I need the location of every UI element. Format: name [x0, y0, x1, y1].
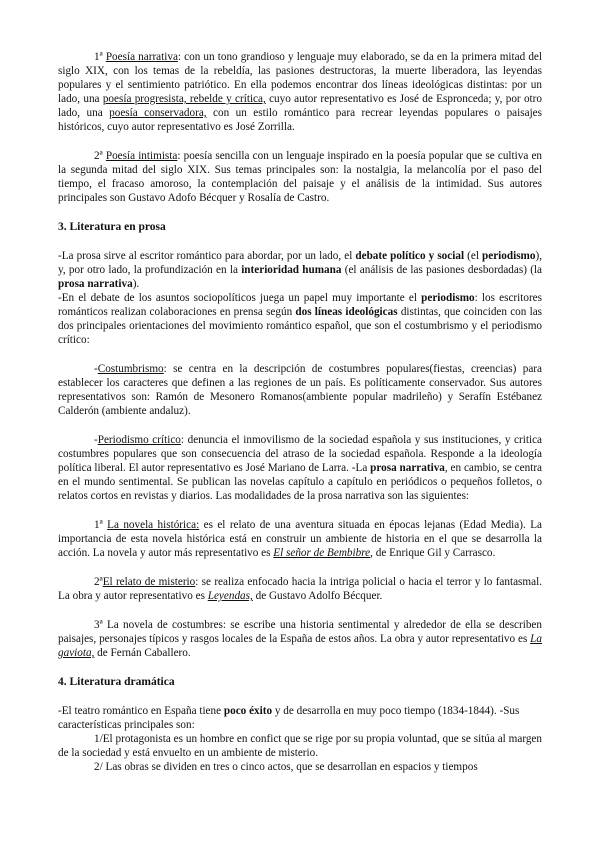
- text: de Fernán Caballero.: [94, 647, 191, 659]
- text: -En el debate de los asuntos sociopolíticos juega un papel muy importante el: [58, 292, 422, 304]
- paragraph-relato-misterio: [58, 575, 542, 603]
- heading-literatura-dramatica: 4. Literatura dramática: [58, 676, 175, 688]
- text: : los escritores románticos realizan colaboraciones en prensa según: [58, 292, 542, 318]
- text: es el relato de una aventura situada en épocas lejanas (Edad Media). La importancia de esta novela histórica está en construir un ambiente de historia en el que se desarrolla la acción. La novela y autor más representativo es: [58, 519, 542, 559]
- work-title: El señor de Bembibre: [273, 547, 371, 559]
- bold-term: debate político y social: [355, 250, 465, 262]
- text: ), y, por otro lado, la profundización en la: [58, 250, 542, 276]
- ordinal: 2ª: [94, 150, 103, 162]
- text: cuyo autor representativo es José de Espronceda; y, por otro lado, una: [58, 93, 542, 119]
- text: -El teatro romántico en España tiene: [58, 705, 224, 717]
- bold-term: poco éxito: [223, 705, 273, 717]
- term-relato-misterio: El relato de misterio: [102, 576, 196, 588]
- ordinal: 2ª: [94, 576, 103, 588]
- bold-term: interioridad humana: [241, 264, 342, 276]
- paragraph-caracteristica-2: 2/ Las obras se dividen en tres o cinco actos, que se desarrollan en espacios y tiempos: [94, 761, 478, 773]
- term-periodismo-critico: Periodismo crítico: [97, 434, 181, 446]
- text: , de Enrique Gil y Carrasco.: [370, 547, 496, 559]
- paragraph-teatro: [58, 704, 542, 732]
- paragraph-costumbrismo: [58, 362, 542, 418]
- paragraph-poesia-narrativa: [58, 50, 542, 134]
- term-poesia-intimista: Poesía intimista: [105, 150, 178, 162]
- text: -: [94, 434, 98, 446]
- bold-term: prosa narrativa: [58, 278, 133, 290]
- text: ).: [132, 278, 140, 290]
- text: con un estilo romántico para recrear leyendas populares o paisajes históricos, cuyo autor representativo es José Zorrilla.: [58, 107, 542, 133]
- text: -: [94, 363, 98, 375]
- work-title: La gaviota,: [58, 633, 542, 659]
- paragraph-prosa-intro: [58, 249, 542, 291]
- text: La novela de costumbres: se escribe una historia sentimental y alrededor de ella se describen paisajes, personajes típicos y rasgos locales de la España de estos años. La obra y autor representativo es: [58, 619, 542, 645]
- text: : poesía sencilla con un lenguaje inspirado en la poesía popular que se cultiva en la segunda mitad del siglo XIX. Sus temas principales son: la nostalgia, la melancolía por el paso del tiempo, el fracaso amoroso, la contemplación del paisaje y el análisis de la intimidad. Sus autores principales son Gustavo Adofo Bécquer y Rosalía de Castro.: [58, 150, 543, 204]
- term-poesia-conservadora: poesía conservadora,: [109, 107, 207, 119]
- term-novela-historica: La novela histórica:: [107, 519, 200, 531]
- text: : denuncia el inmovilismo de la sociedad española y sus instituciones, y critica costumbres populares que son consecuencia del atraso de la sociedad española. Responde a la ideología política liberal. El autor representativo es José Mariano de Larra. -La: [58, 434, 543, 474]
- text: : se realiza enfocado hacia la intriga policial o hacia el terror y lo fantasmal. La obra y autor representativo es: [58, 576, 542, 602]
- bold-term: periodismo: [421, 292, 475, 304]
- paragraph-novela-historica: [58, 518, 542, 560]
- paragraph-periodismo: [58, 291, 542, 347]
- paragraph-periodismo-critico: [58, 433, 542, 503]
- text: : con un tono grandioso y lenguaje muy elaborado, se da en la primera mitad del siglo XIX, con los temas de la rebeldía, las pasiones destructoras, la muerte liberadora, las leyendas populares y el sentimiento patriótico. En ella podemos encontrar dos líneas ideológicas distintas: por un lado, una: [58, 51, 543, 105]
- term-costumbrismo: Costumbrismo: [97, 363, 164, 375]
- paragraph-novela-costumbres: [58, 618, 542, 660]
- heading-literatura-en-prosa: 3. Literatura en prosa: [58, 221, 166, 233]
- text: , en cambio, se centra en el mundo sentimental. Se publican las novelas capítulo a capítulo en periódicos o pequeños folletos, o relatos cortos en revistas y diarios. Las modalidades de la prosa narrativa son las siguientes:: [58, 462, 543, 502]
- text: de Gustavo Adolfo Bécquer.: [252, 590, 383, 602]
- document-page: [58, 50, 542, 774]
- term-poesia-progresista: poesía progresista, rebelde y crítica,: [102, 93, 266, 105]
- text: distintas, que coinciden con las dos principales orientaciones del movimiento romántico español, que son el costumbrismo y el periodismo crítico:: [58, 306, 543, 346]
- term-poesia-narrativa: Poesía narrativa: [105, 51, 178, 63]
- bold-term: dos líneas ideológicas: [295, 306, 398, 318]
- bold-term: prosa narrativa: [370, 462, 445, 474]
- paragraph-caracteristica-1: 1/El protagonista es un hombre en confict que se rige por su propia voluntad, que se sitúa al margen de la sociedad y está envuelto en un ambiente de misterio.: [58, 733, 542, 759]
- text: (el: [464, 250, 483, 262]
- text: -La prosa sirve al escritor romántico para abordar, por un lado, el: [58, 250, 356, 262]
- bold-term: periodismo: [482, 250, 536, 262]
- ordinal: 1ª: [94, 51, 103, 63]
- text: y de desarrolla en muy poco tiempo (1834-1844). -Sus características principales son:: [58, 705, 520, 731]
- text: (el análisis de las pasiones desbordadas) (la: [341, 264, 542, 276]
- text: : se centra en la descripción de costumbres populares(fiestas, creencias) para establecer los caracteres que definen a las regiones de un país. Es políticamente conservador. Sus autores representativos son: Ramón de Mesonero Romanos(ambiente popular madrileño) y Serafín Estébanez Calderón (ambiente andaluz).: [58, 363, 542, 417]
- work-title: Leyendas,: [207, 590, 253, 602]
- ordinal: 3ª: [94, 619, 103, 631]
- ordinal: 1ª: [94, 519, 103, 531]
- paragraph-poesia-intimista: [58, 149, 542, 205]
